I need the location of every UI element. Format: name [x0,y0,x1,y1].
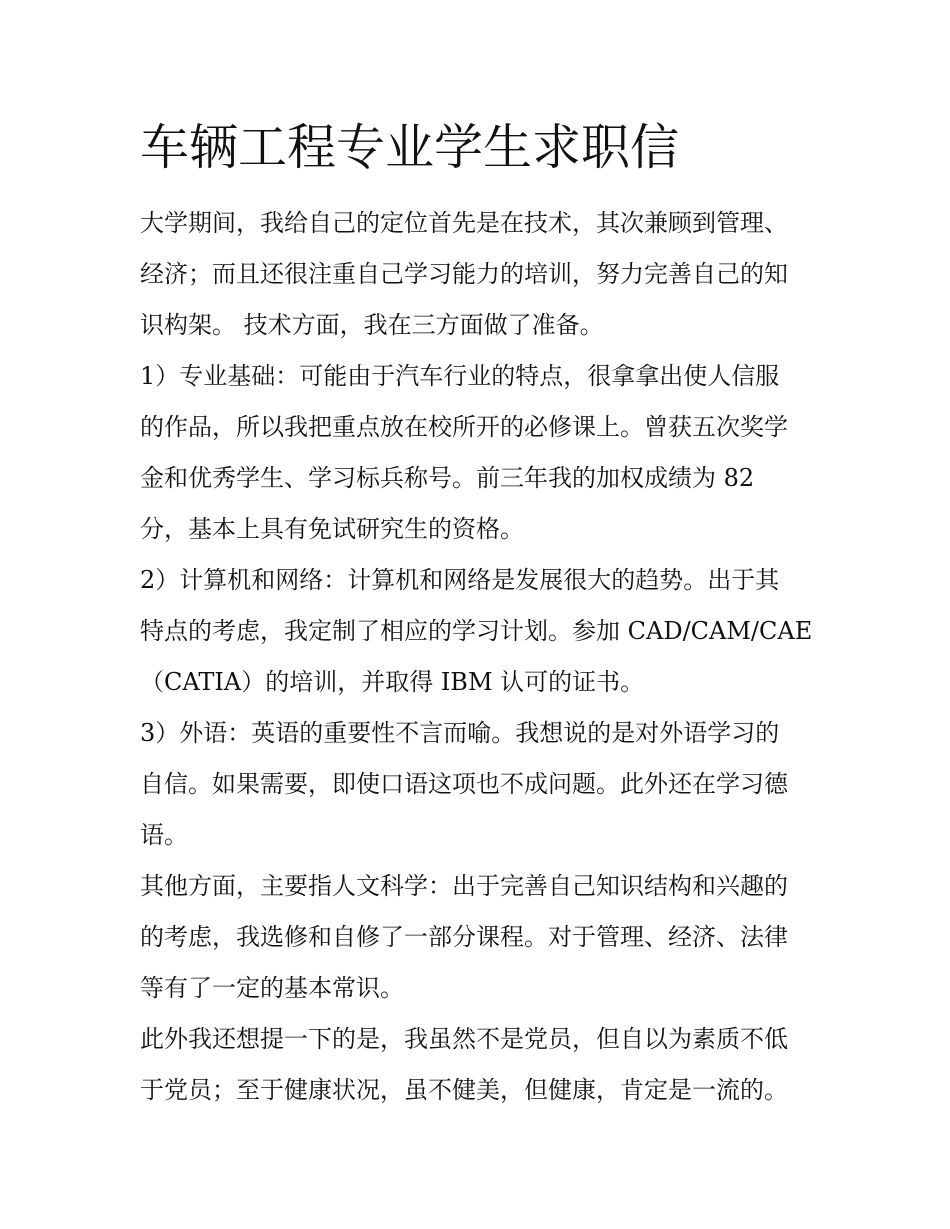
body-line: 经济；而且还很注重自己学习能力的培训，努力完善自己的知 [140,260,788,288]
body-line: 金和优秀学生、学习标兵称号。前三年我的加权成绩为 82 [140,464,755,492]
document-body [140,200,820,1118]
body-line: 等有了一定的基本常识。 [140,974,404,1002]
body-line: 的作品，所以我把重点放在校所开的必修课上。曾获五次奖学 [140,413,788,441]
body-line: （CATIA）的培训，并取得 IBM 认可的证书。 [140,668,645,696]
body-line: 1）专业基础：可能由于汽车行业的特点，很拿拿出使人信服 [140,362,780,390]
body-line: 特点的考虑，我定制了相应的学习计划。参加 CAD/CAM/CAE [140,617,813,645]
body-line: 3）外语：英语的重要性不言而喻。我想说的是对外语学习的 [140,719,780,747]
body-line: 识构架。 技术方面，我在三方面做了准备。 [140,311,604,339]
body-line: 其他方面，主要指人文科学：出于完善自己知识结构和兴趣的 [140,872,788,900]
body-line: 大学期间，我给自己的定位首先是在技术，其次兼顾到管理、 [140,209,788,237]
body-line: 于党员；至于健康状况，虽不健美，但健康，肯定是一流的。 [140,1076,788,1104]
body-line: 此外我还想提一下的是，我虽然不是党员，但自以为素质不低 [140,1025,788,1053]
document-title: 车辆工程专业学生求职信 [140,119,680,176]
body-line: 的考虑，我选修和自修了一部分课程。对于管理、经济、法律 [140,923,788,951]
body-line: 语。 [140,821,188,849]
body-line: 自信。如果需要，即使口语这项也不成问题。此外还在学习德 [140,770,788,798]
body-line: 分，基本上具有免试研究生的资格。 [140,515,524,543]
body-line: 2）计算机和网络：计算机和网络是发展很大的趋势。出于其 [140,566,780,594]
